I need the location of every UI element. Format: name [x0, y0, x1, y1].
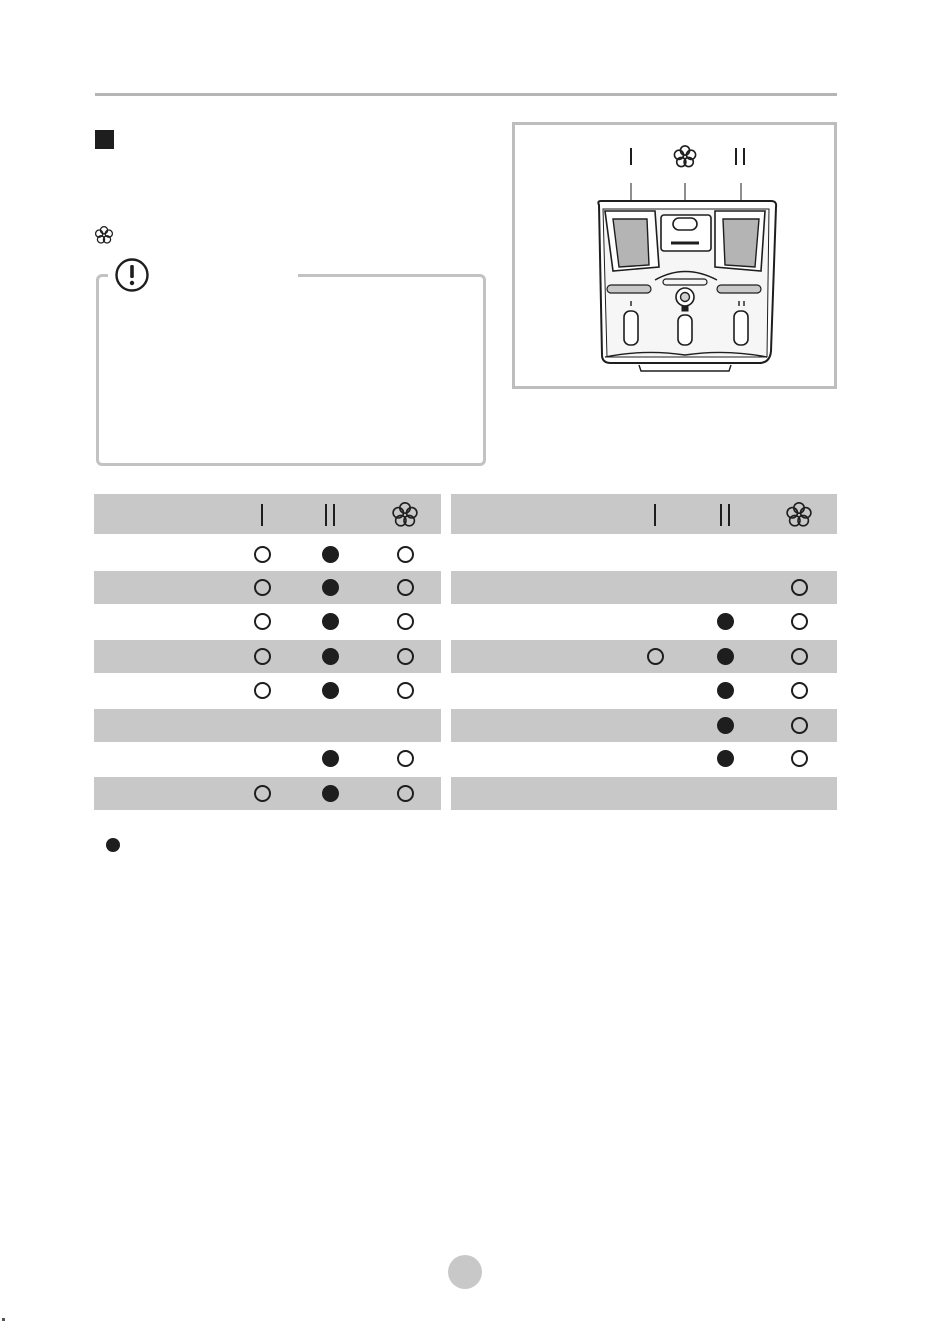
filled-circle-icon: [717, 648, 734, 665]
empty-circle-icon: [254, 579, 271, 596]
compartment-ii-icon: [710, 500, 740, 530]
filled-circle-icon: [322, 579, 339, 596]
table-row: [451, 605, 837, 639]
empty-circle-icon: [254, 546, 271, 563]
empty-circle-icon: [791, 613, 808, 630]
empty-circle-icon: [791, 750, 808, 767]
filled-circle-icon: [322, 613, 339, 630]
empty-circle-icon: [397, 648, 414, 665]
dispenser-drawing: [515, 125, 834, 386]
notice-box: [96, 274, 486, 466]
warning-icon: [114, 257, 150, 293]
compartment-table-left: [94, 494, 441, 812]
compartment-i-icon: [640, 500, 670, 530]
figure-label-ii-icon: [736, 148, 744, 165]
empty-circle-icon: [254, 648, 271, 665]
empty-circle-icon: [397, 682, 414, 699]
filled-circle-icon: [322, 546, 339, 563]
legend-filled-dot: [106, 838, 120, 852]
figure-label-softener-icon: [674, 146, 695, 167]
table-row: [451, 674, 837, 708]
table-row: [94, 709, 441, 742]
table-row: [94, 571, 441, 604]
table-row: [94, 538, 441, 572]
table-row: [94, 605, 441, 639]
compartment-table-right: [451, 494, 837, 812]
table-header-row: [451, 494, 837, 534]
table-row: [451, 777, 837, 810]
empty-circle-icon: [647, 648, 664, 665]
empty-circle-icon: [254, 613, 271, 630]
filled-circle-icon: [717, 750, 734, 767]
empty-circle-icon: [254, 785, 271, 802]
filled-circle-icon: [322, 682, 339, 699]
empty-circle-icon: [791, 648, 808, 665]
filled-circle-icon: [322, 750, 339, 767]
table-row: [451, 709, 837, 742]
empty-circle-icon: [254, 682, 271, 699]
empty-circle-icon: [397, 579, 414, 596]
softener-flower-icon: [390, 500, 420, 530]
softener-flower-icon: [784, 500, 814, 530]
corner-mark: [2, 1318, 5, 1321]
table-header-row: [94, 494, 441, 534]
table-row: [451, 742, 837, 776]
header-rule: [95, 93, 837, 96]
table-row: [94, 640, 441, 673]
empty-circle-icon: [397, 613, 414, 630]
filled-circle-icon: [717, 717, 734, 734]
section-bullet-square: [95, 130, 114, 149]
table-row: [451, 538, 837, 572]
table-row: [94, 674, 441, 708]
compartment-i-icon: [247, 500, 277, 530]
filled-circle-icon: [717, 613, 734, 630]
empty-circle-icon: [791, 579, 808, 596]
table-row: [94, 777, 441, 810]
empty-circle-icon: [791, 682, 808, 699]
page-number-badge: [448, 1255, 482, 1289]
filled-circle-icon: [717, 682, 734, 699]
filled-circle-icon: [322, 648, 339, 665]
empty-circle-icon: [397, 546, 414, 563]
empty-circle-icon: [397, 750, 414, 767]
dispenser-figure: [512, 122, 837, 389]
table-row: [94, 742, 441, 776]
empty-circle-icon: [397, 785, 414, 802]
empty-circle-icon: [791, 717, 808, 734]
compartment-ii-icon: [315, 500, 345, 530]
table-row: [451, 571, 837, 604]
filled-circle-icon: [322, 785, 339, 802]
table-row: [451, 640, 837, 673]
softener-flower-icon: [94, 225, 114, 245]
